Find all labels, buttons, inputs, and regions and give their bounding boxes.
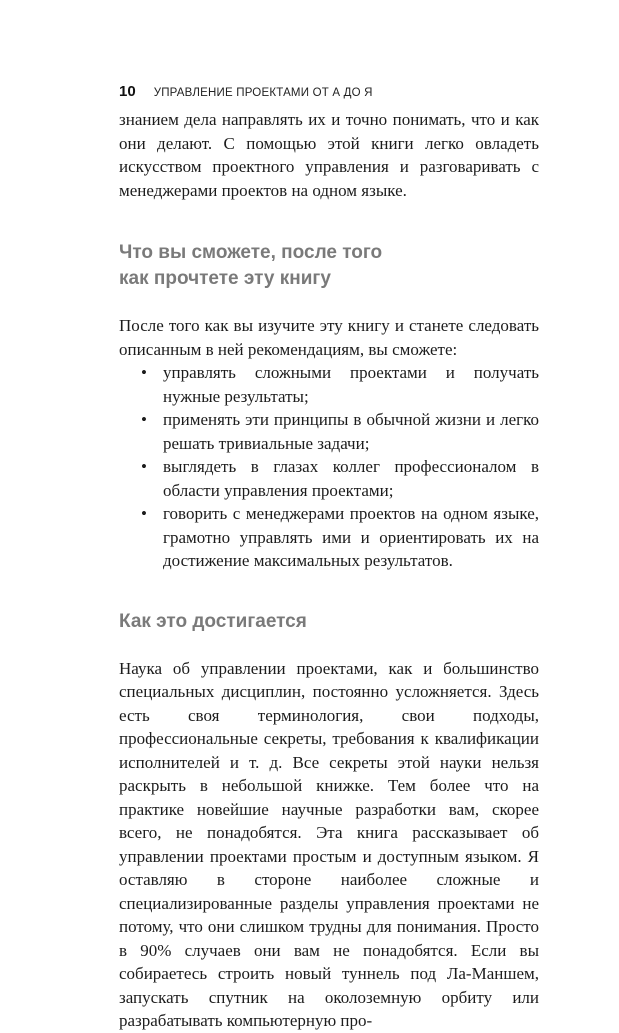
section-heading-what-you-can-do — [119, 240, 539, 292]
list-item — [119, 455, 539, 502]
running-header — [119, 83, 373, 100]
benefits-list — [119, 361, 539, 573]
intro-paragraph: знанием дела направлять их и точно понимать, что и как они делают. С помощью этой книги легко овладеть искусством проектного управления и разговаривать с менеджерами проектов на одном языке. — [119, 110, 539, 200]
bullet-icon: • — [141, 504, 147, 523]
list-item-text: управлять сложными проектами и получать нужные результаты; — [163, 363, 539, 406]
running-title: УПРАВЛЕНИЕ ПРОЕКТАМИ ОТ А ДО Я — [153, 87, 373, 99]
bullet-icon: • — [141, 363, 147, 382]
list-item — [119, 361, 539, 408]
list-item-text: говорить с менеджерами проектов на одном языке, грамотно управлять ими и ориентировать их на достижение максимальных результатов. — [163, 504, 539, 570]
bullet-icon: • — [141, 410, 147, 429]
page-number: 10 — [119, 83, 136, 100]
list-item-text: выглядеть в глазах коллег профессионалом в области управления проектами; — [163, 457, 539, 500]
section-body-paragraph: Наука об управлении проектами, как и большинство специальных дисциплин, постоянно усложняется. Здесь есть своя терминология, свои подходы, профессиональные секреты, требования к квалификации исполнителей и т. д. Все секреты этой науки нельзя раскрыть в небольшой книжке. Тем более что на практике новейшие научные разработки вам, скорее всего, не понадобятся. Эта книга рассказывает об управлении проектами простым и доступным языком. Я оставляю в стороне наиболее сложные и специализированные разделы управления проектами не потому, что они слишком трудны для понимания. Просто в 90% случаев они вам не понадобятся. Если вы собираетесь строить новый туннель под Ла-Маншем, запускать спутник на околоземную орбиту или разрабатывать компьютерную про- — [119, 658, 539, 1030]
list-item — [119, 502, 539, 573]
section-heading-line-1: Что вы сможете, после того — [119, 242, 383, 263]
section-lead-paragraph: После того как вы изучите эту книгу и станете следовать описанным в ней рекомендациям, вы сможете: — [119, 316, 539, 359]
section-heading-line-2: как прочтете эту книгу — [119, 268, 331, 289]
list-item — [119, 408, 539, 455]
list-item-text: применять эти принципы в обычной жизни и легко решать тривиальные задачи; — [163, 410, 539, 453]
bullet-icon: • — [141, 457, 147, 476]
section-heading-how-achieved: Как это достигается — [119, 610, 307, 632]
page-body — [119, 108, 539, 1033]
